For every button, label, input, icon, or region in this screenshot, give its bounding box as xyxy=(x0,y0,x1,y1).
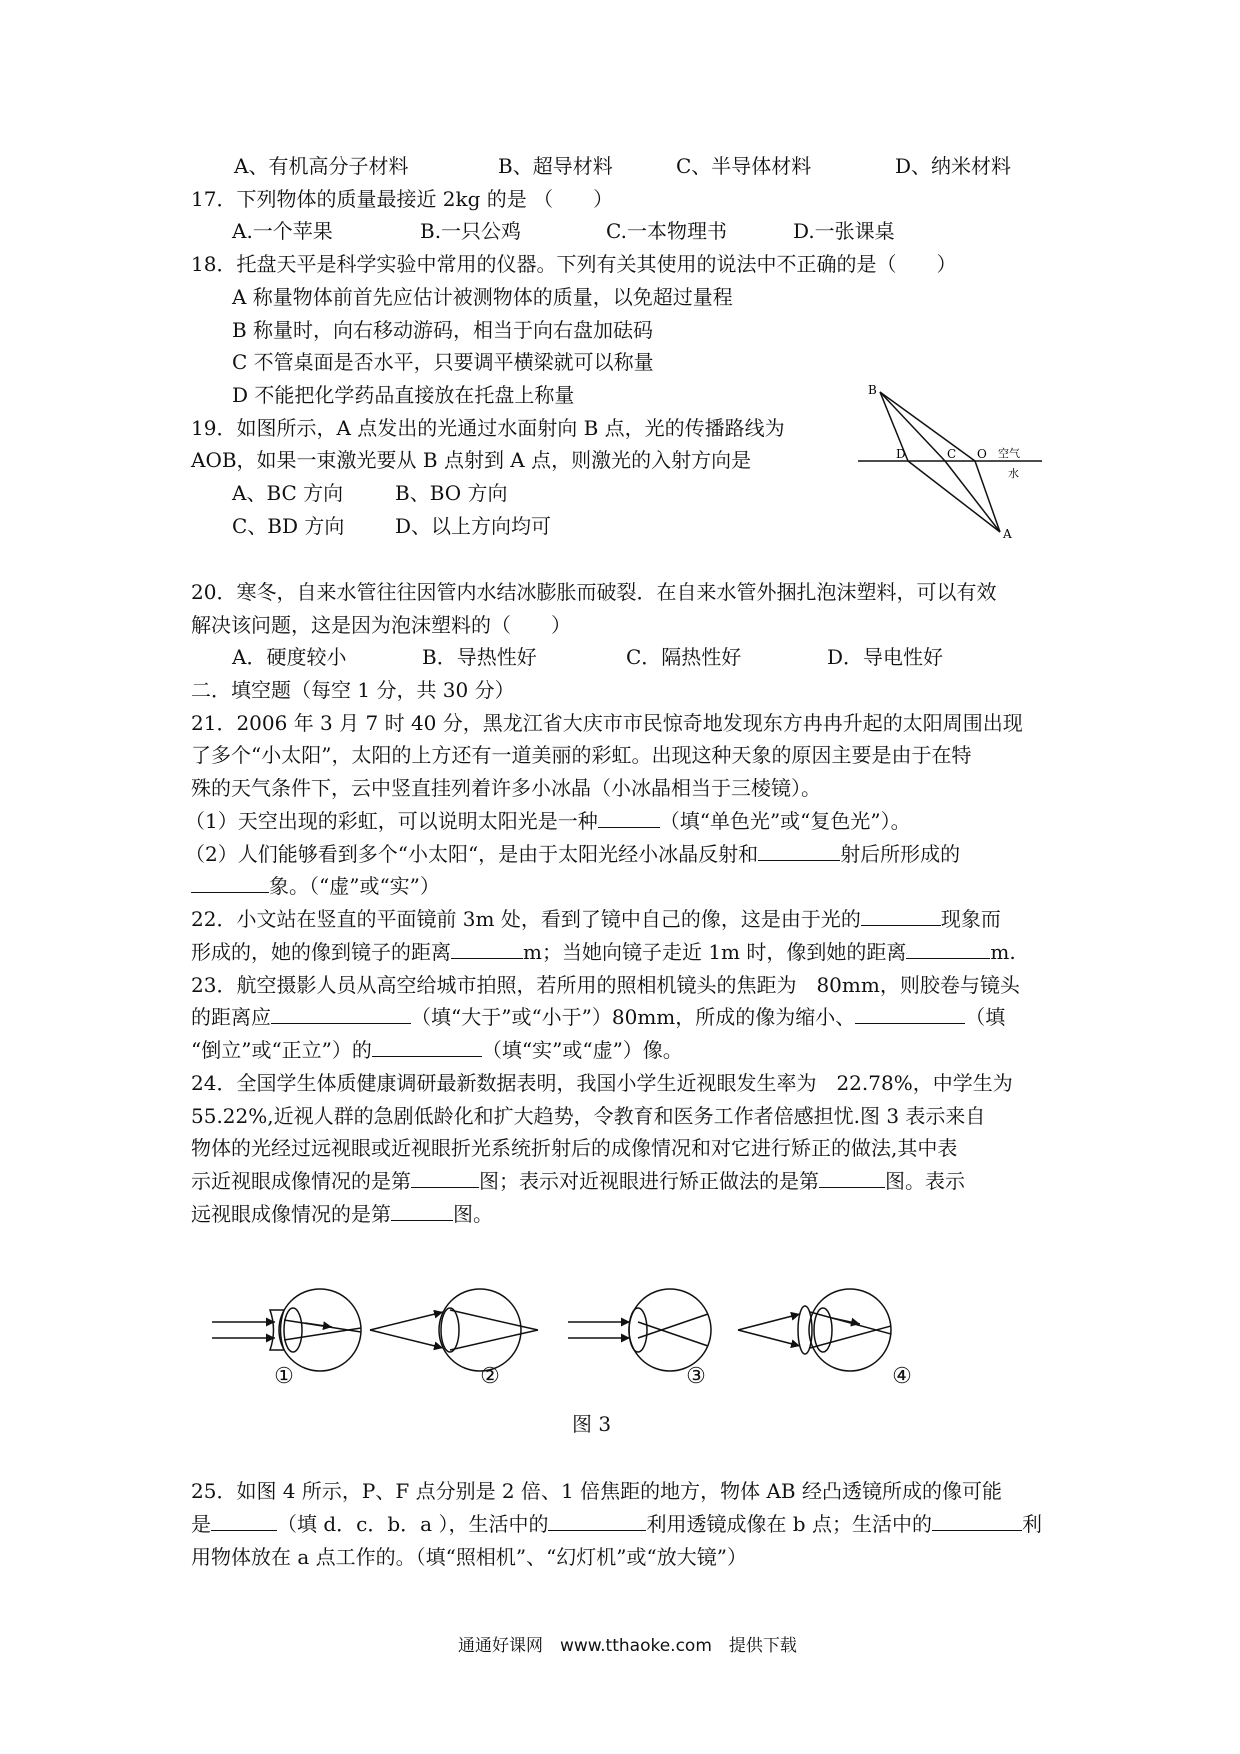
figure-label-2: ② xyxy=(480,1364,500,1389)
eye-lens xyxy=(441,1308,459,1352)
q18-option-c: C 不管桌面是否水平，只要调平横梁就可以称量 xyxy=(232,350,654,374)
q24-blank-3[interactable] xyxy=(391,1198,453,1221)
q23-text-c: （填 xyxy=(965,1005,1006,1029)
q25-blank-2[interactable] xyxy=(548,1508,646,1531)
q20-option-a: A．硬度较小 xyxy=(232,645,347,669)
q22-blank-3[interactable] xyxy=(906,936,990,959)
q18-option-b: B 称量时，向右移动游码，相当于向右盘加砝码 xyxy=(232,318,654,342)
q18-option-d: D 不能把化学药品直接放在托盘上称量 xyxy=(232,383,575,407)
q21-blank-2[interactable] xyxy=(758,838,840,861)
label-c: C xyxy=(947,447,957,461)
ray-bc xyxy=(880,392,945,461)
q24-blank-2[interactable] xyxy=(819,1165,885,1188)
q20-stem-line1: 20．寒冬，自来水管往往因管内水结冰膨胀而破裂．在自来水管外捆扎泡沫塑料，可以有效 xyxy=(191,580,997,604)
q21-line3: 殊的天气条件下，云中竖直挂列着许多小冰晶（小冰晶相当于三棱镜）。 xyxy=(191,776,821,800)
eye-diagram-3 xyxy=(568,1289,711,1371)
q21-blank-3[interactable] xyxy=(191,870,269,893)
q22-blank-1[interactable] xyxy=(861,903,941,926)
q22-text-b: 现象而 xyxy=(940,907,1001,931)
q24-text-b: 图；表示对近视眼进行矫正做法的是第 xyxy=(479,1169,819,1193)
q20-option-b: B．导热性好 xyxy=(422,645,537,669)
q23-text-d: “倒立”或“正立”）的 xyxy=(191,1038,372,1062)
q20-stem-line2: 解决该问题，这是因为泡沫塑料的（ ） xyxy=(191,613,571,637)
q25-line2 xyxy=(191,1508,1042,1540)
q18-stem: 18．托盘天平是科学实验中常用的仪器。下列有关其使用的说法中不正确的是（ ） xyxy=(191,252,957,276)
eyeball xyxy=(439,1289,521,1371)
q20-option-c: C．隔热性好 xyxy=(626,645,742,669)
eye-lens xyxy=(284,1308,302,1352)
q22-text-a: 22．小文站在竖直的平面镜前 3m 处，看到了镜中自己的像，这是由于光的 xyxy=(191,907,861,931)
q25-line3: 用物体放在 a 点工作的。（填“照相机”、“幻灯机”或“放大镜”） xyxy=(191,1545,747,1569)
q23-text-e: （填“实”或“虚”）像。 xyxy=(481,1038,683,1062)
q23-blank-1[interactable] xyxy=(271,1001,411,1024)
q25-text-d: 利 xyxy=(1021,1512,1042,1536)
q21-sub1-text-a: （1）天空出现的彩虹，可以说明太阳光是一种 xyxy=(185,809,598,833)
q22-text-c: 形成的，她的像到镜子的距离 xyxy=(191,940,451,964)
q17-stem: 17．下列物体的质量最接近 2kg 的是 （ ） xyxy=(191,187,614,211)
q19-option-c: C、BD 方向 xyxy=(232,514,345,538)
eye-lens xyxy=(814,1308,832,1352)
q21-blank-1[interactable] xyxy=(598,805,660,828)
label-a: A xyxy=(1003,527,1012,541)
q24-text-c: 图。表示 xyxy=(885,1169,965,1193)
q23-line2 xyxy=(191,1001,1005,1033)
q24-line2: 55.22%,近视人群的急剧低龄化和扩大趋势，令教育和医务工作者倍感担忧.图 3 表示来自 xyxy=(191,1104,986,1128)
q21-sub2-text-a: （2）人们能够看到多个“小太阳“，是由于太阳光经小冰晶反射和 xyxy=(185,842,759,866)
q24-blank-1[interactable] xyxy=(411,1165,479,1188)
q19-stem-line1: 19．如图所示，A 点发出的光通过水面射向 B 点，光的传播路线为 xyxy=(191,416,785,440)
label-d: D xyxy=(896,447,906,461)
q24-text-d: 远视眼成像情况的是第 xyxy=(191,1202,391,1226)
q19-stem-line2: AOB，如果一束激光要从 B 点射到 A 点，则激光的入射方向是 xyxy=(191,448,752,472)
q20-option-d: D．导电性好 xyxy=(827,645,944,669)
q19-option-b: B、BO 方向 xyxy=(395,481,508,505)
q23-text-b: （填“大于”或“小于”）80mm，所成的像为缩小、 xyxy=(411,1005,856,1029)
q25-text-a: 是 xyxy=(191,1512,211,1536)
q21-line1: 21．2006 年 3 月 7 时 40 分，黑龙江省大庆市市民惊奇地发现东方冉冉升起的太阳周围出现 xyxy=(191,711,1023,735)
eyeball xyxy=(629,1289,711,1371)
q24-text-a: 示近视眼成像情况的是第 xyxy=(191,1169,411,1193)
q16-option-d: D、纳米材料 xyxy=(895,154,1012,178)
eye-diagram-1 xyxy=(212,1289,361,1371)
q21-sub2 xyxy=(185,838,960,870)
q23-line1: 23．航空摄影人员从高空给城市拍照，若所用的照相机镜头的焦距为 80mm，则胶卷与镜头 xyxy=(191,973,1020,997)
eye-diagram-2 xyxy=(370,1289,538,1371)
figure-label-4: ④ xyxy=(892,1364,912,1389)
q23-blank-2[interactable] xyxy=(855,1001,965,1024)
q21-sub2-cont xyxy=(191,870,440,902)
q24-line1: 24．全国学生体质健康调研最新数据表明，我国小学生近视眼发生率为 22.78%，中学生为 xyxy=(191,1071,1013,1095)
ray-oa xyxy=(975,461,1000,532)
q17-option-d: D.一张课桌 xyxy=(793,219,895,243)
q23-blank-3[interactable] xyxy=(372,1034,482,1057)
figure-label-3: ③ xyxy=(686,1364,706,1389)
q22-blank-2[interactable] xyxy=(451,936,523,959)
q24-line3: 物体的光经过远视眼或近视眼折光系统折射后的成像情况和对它进行矫正的做法,其中表 xyxy=(191,1136,958,1160)
q23-line3 xyxy=(191,1034,683,1066)
q21-sub2-text-c: 象。（“虚”或“实”） xyxy=(269,874,440,898)
q25-blank-3[interactable] xyxy=(932,1508,1022,1531)
q19-light-path-figure xyxy=(850,380,1050,550)
label-water: 水 xyxy=(1008,467,1019,480)
q21-line2: 了多个“小太阳”，太阳的上方还有一道美丽的彩虹。出现这种天象的原因主要是由于在特 xyxy=(191,743,972,767)
q19-option-d: D、以上方向均可 xyxy=(395,514,552,538)
q21-sub1 xyxy=(185,805,911,837)
figure-3-caption: 图 3 xyxy=(572,1412,612,1436)
q24-line4 xyxy=(191,1165,965,1197)
eye-diagram-4 xyxy=(738,1289,891,1371)
q16-option-a: A、有机高分子材料 xyxy=(234,154,409,178)
label-b: B xyxy=(868,383,877,397)
q16-option-c: C、半导体材料 xyxy=(676,154,812,178)
page-footer: 通通好课网 www.tthaoke.com 提供下载 xyxy=(458,1636,797,1656)
q17-option-b: B.一只公鸡 xyxy=(420,219,522,243)
q19-option-a: A、BC 方向 xyxy=(232,481,344,505)
q21-sub1-text-b: （填“单色光”或“复色光”）。 xyxy=(659,809,911,833)
q25-blank-1[interactable] xyxy=(211,1508,277,1531)
q22-text-e: m. xyxy=(990,940,1016,964)
q22-line1 xyxy=(191,903,1001,935)
q22-line2 xyxy=(191,936,1016,968)
q25-text-b: （填 d．c．b．a ），生活中的 xyxy=(277,1512,549,1536)
q23-text-a: 的距离应 xyxy=(191,1005,271,1029)
q18-option-a: A 称量物体前首先应估计被测物体的质量，以免超过量程 xyxy=(232,285,733,309)
q25-text-c: 利用透镜成像在 b 点；生活中的 xyxy=(646,1512,932,1536)
section-title: 二．填空题（每空 1 分，共 30 分） xyxy=(191,678,515,702)
eye-lens xyxy=(629,1308,647,1352)
q24-text-e: 图。 xyxy=(453,1202,493,1226)
q24-line5 xyxy=(191,1198,493,1230)
q17-option-a: A.一个苹果 xyxy=(232,219,333,243)
figure-label-1: ① xyxy=(274,1364,294,1389)
q17-option-c: C.一本物理书 xyxy=(606,219,727,243)
q22-text-d: m；当她向镜子走近 1m 时，像到她的距离 xyxy=(523,940,907,964)
convex-lens xyxy=(798,1306,812,1354)
label-air: 空气 xyxy=(998,447,1020,460)
q16-option-b: B、超导材料 xyxy=(498,154,613,178)
q25-line1: 25．如图 4 所示，P、F 点分别是 2 倍、1 倍焦距的地方，物体 AB 经凸透镜所成的像可能 xyxy=(191,1479,1002,1503)
label-o: O xyxy=(977,447,987,461)
q21-sub2-text-b: 射后所形成的 xyxy=(840,842,961,866)
